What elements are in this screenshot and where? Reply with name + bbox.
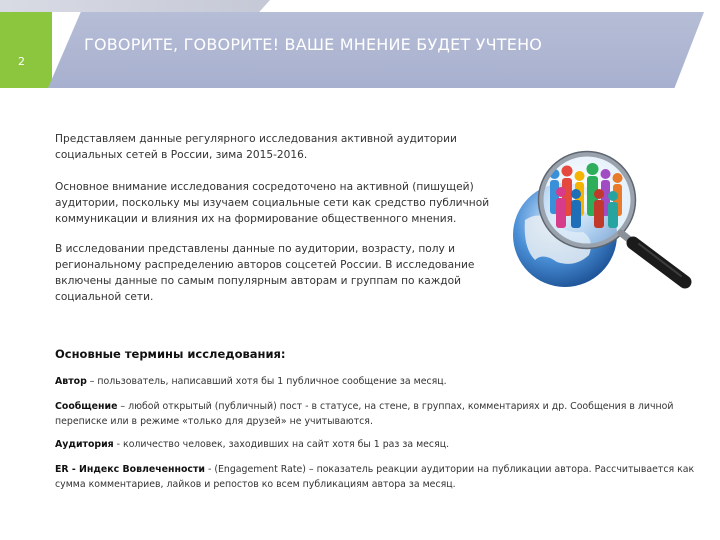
term-message-definition: – любой открытый (публичный) пост - в статусе, на стене, в группах, комментариях и др. Сообщения в личной переписке или в режиме «только для друзей» не учитываются.: [55, 401, 674, 427]
term-audience: [55, 437, 705, 452]
term-engagement-rate: [55, 462, 705, 492]
intro-paragraph-2: Основное внимание исследования сосредоточено на активной (пишущей) аудитории, поскольку мы изучаем социальные сети как средство публичной коммуникации и влияния их на формирование общественного мнения.: [55, 181, 490, 225]
intro-paragraph-3: В исследовании представлены данные по аудитории, возрасту, полу и региональному распределению авторов соцсетей России. В исследование включены данные по самым популярным авторам и группам по каждой социальной сети.: [55, 243, 475, 303]
slide-number: 2: [18, 55, 25, 68]
slide-title: ГОВОРИТЕ, ГОВОРИТЕ! ВАШЕ МНЕНИЕ БУДЕТ УЧТЕНО: [84, 35, 543, 54]
term-er-definition: - (Engagement Rate) – показатель реакции аудитории на публикации автора. Рассчитывается как сумма комментариев, лайков и репостов ко всем публикациям автора за месяц.: [55, 464, 695, 490]
header-top-stripe: [0, 0, 270, 12]
term-er-name: ER - Индекс Вовлеченности: [55, 464, 205, 475]
term-audience-name: Аудитория: [55, 439, 114, 450]
term-author-name: Автор: [55, 376, 87, 387]
term-author: [55, 374, 705, 389]
slide-number-tab: [0, 12, 52, 88]
term-message: [55, 399, 705, 429]
terms-heading: Основные термины исследования:: [55, 347, 286, 361]
term-message-name: Сообщение: [55, 401, 118, 412]
term-audience-definition: - количество человек, заходивших на сайт хотя бы 1 раз за месяц.: [113, 439, 450, 450]
intro-paragraph-1: Представляем данные регулярного исследования активной аудитории социальных сетей в России, зима 2015-2016.: [55, 133, 457, 161]
term-author-definition: – пользователь, написавший хотя бы 1 публичное сообщение за месяц.: [86, 376, 447, 387]
globe-magnifier-people-icon: [505, 140, 705, 290]
